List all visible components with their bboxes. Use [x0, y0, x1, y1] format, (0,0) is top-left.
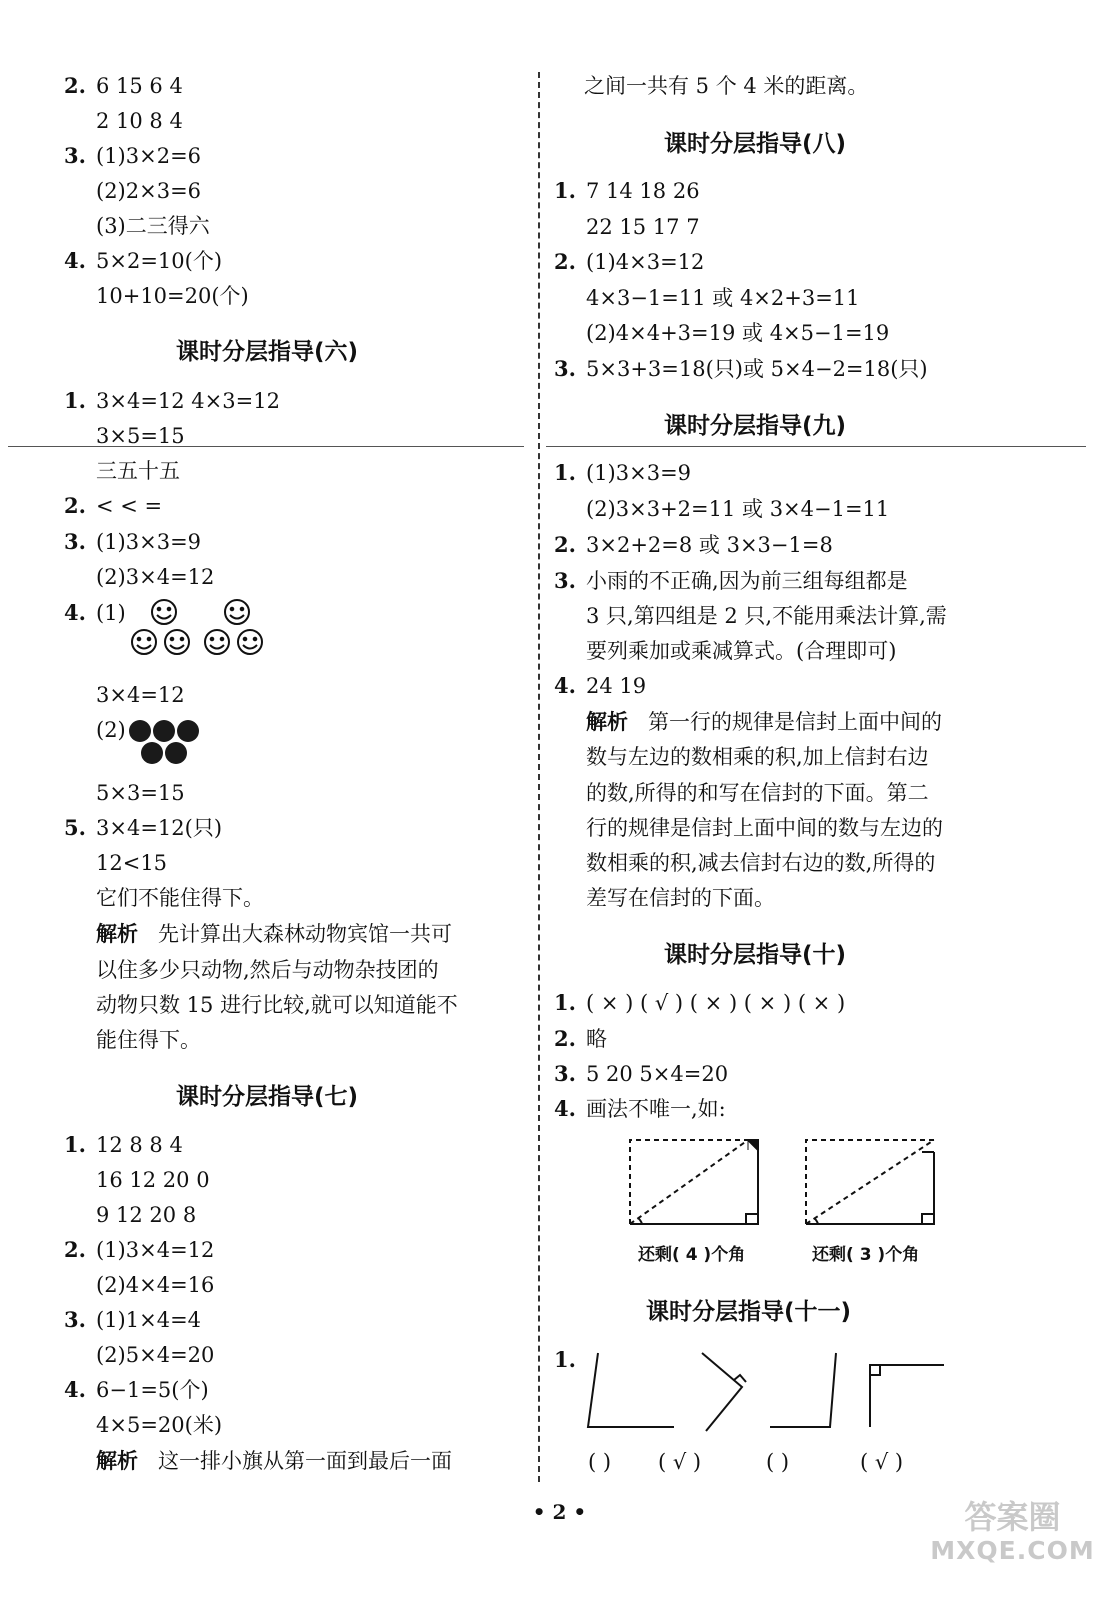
figure-caption: 还剩( 3 )个角	[812, 1245, 920, 1265]
cut-line-left	[8, 446, 524, 447]
answer-line: 3×4=12	[96, 683, 185, 707]
angle-shape-4	[870, 1365, 944, 1427]
black-dot-icon	[153, 720, 175, 742]
black-dot-icon	[141, 742, 163, 764]
angle-shape-1	[588, 1353, 674, 1427]
answer-line: 4×5=20(米)	[96, 1413, 223, 1437]
answer-line: 它们不能住得下。	[96, 886, 264, 910]
answer-line: 3. 小雨的不正确,因为前三组每组都是	[554, 568, 908, 593]
answer-line: (2)5×4=20	[96, 1343, 215, 1367]
answer-line: 4. (1)	[64, 600, 126, 625]
answer-line: 22 15 17 7	[586, 215, 700, 239]
answer-line: 3. 5×3+3=18(只)或 5×4−2=18(只)	[554, 356, 928, 381]
section-title: 课时分层指导(十)	[664, 942, 847, 968]
explanation-line: 差写在信封的下面。	[586, 886, 775, 910]
answer-line: (2)3×3+2=11 或 3×4−1=11	[586, 497, 890, 521]
explanation-line: 数与左边的数相乘的积,加上信封右边	[586, 745, 929, 769]
figure-caption: 还剩( 4 )个角	[638, 1245, 746, 1265]
answer-line: 4. 画法不唯一,如:	[554, 1096, 726, 1121]
black-dot-icon	[129, 720, 151, 742]
angles-figure	[574, 1345, 984, 1435]
answer-line: 要列乘加或乘减算式。(合理即可)	[586, 639, 897, 663]
judge-mark: ( )	[766, 1450, 790, 1474]
rectangle-cut-figure	[624, 1132, 764, 1232]
smiley-face-icon	[205, 630, 229, 654]
right-angle-mark-icon	[870, 1365, 880, 1375]
explanation-line: 行的规律是信封上面中间的数与左边的	[586, 816, 943, 840]
section-title: 课时分层指导(七)	[176, 1084, 359, 1110]
section-title: 课时分层指导(九)	[664, 413, 847, 439]
smiley-face-icon	[225, 600, 249, 624]
column-divider	[538, 72, 540, 1482]
black-dot-icon	[165, 742, 187, 764]
page-number: • 2 •	[532, 1500, 587, 1524]
judge-mark: ( )	[588, 1450, 612, 1474]
black-dots-figure	[128, 718, 204, 766]
explanation-line: 以住多少只动物,然后与动物杂技团的	[96, 958, 439, 982]
answer-line: 1. 3×4=12 4×3=12	[64, 388, 280, 413]
answer-line: 1. 12 8 8 4	[64, 1132, 183, 1157]
smiley-faces-figure	[128, 598, 268, 660]
answer-line: 3. (1)3×3=9	[64, 529, 202, 554]
answer-line: 2. < < =	[64, 493, 163, 518]
answer-line: 1. ( × ) ( √ ) ( × ) ( × ) ( × )	[554, 990, 846, 1015]
explanation-line: 能住得下。	[96, 1028, 201, 1052]
rectangle-cut-figure	[800, 1132, 940, 1232]
answer-line: (2)2×3=6	[96, 179, 202, 203]
answer-line: 3. (1)1×4=4	[64, 1307, 202, 1332]
section-title: 课时分层指导(十一)	[646, 1299, 852, 1325]
answer-line: 2. (1)4×3=12	[554, 249, 705, 274]
answer-line: (3)二三得六	[96, 214, 210, 238]
answer-line: 4. 6−1=5(个)	[64, 1377, 209, 1402]
explanation-line: 解析 这一排小旗从第一面到最后一面	[96, 1449, 452, 1473]
answer-line: (2)	[96, 718, 126, 742]
explanation-line: 的数,所得的和写在信封的下面。第二	[586, 781, 929, 805]
answer-line: 2. 略	[554, 1026, 607, 1051]
answer-line: 4×3−1=11 或 4×2+3=11	[586, 286, 860, 310]
answer-line: 2 10 8 4	[96, 109, 183, 133]
smiley-face-icon	[238, 630, 262, 654]
answer-line: 12<15	[96, 851, 168, 875]
section-title: 课时分层指导(八)	[664, 131, 847, 157]
answer-line: (2)4×4+3=19 或 4×5−1=19	[586, 321, 890, 345]
explanation-line: 解析 先计算出大森林动物宾馆一共可	[96, 922, 452, 946]
answer-line: 5. 3×4=12(只)	[64, 815, 223, 840]
answer-line: 1. (1)3×3=9	[554, 460, 692, 485]
section-title: 课时分层指导(六)	[176, 339, 359, 365]
answer-line: 2. 3×2+2=8 或 3×3−1=8	[554, 532, 833, 557]
smiley-face-icon	[132, 630, 156, 654]
explanation-line: 数相乘的积,减去信封右边的数,所得的	[586, 851, 936, 875]
explanation-line: 解析 第一行的规律是信封上面中间的	[586, 710, 942, 734]
answer-line: 5×3=15	[96, 781, 185, 805]
answer-line: (2)4×4=16	[96, 1273, 215, 1297]
answer-line: 4. 5×2=10(个)	[64, 248, 223, 273]
answer-line: 2. (1)3×4=12	[64, 1237, 215, 1262]
black-dot-icon	[177, 720, 199, 742]
answer-line: 1. 7 14 18 26	[554, 178, 700, 203]
watermark-logo: 答案圈 MXQE.COM	[930, 1498, 1095, 1565]
answer-line: 9 12 20 8	[96, 1203, 197, 1227]
answer-line: 2. 6 15 6 4	[64, 73, 183, 98]
judge-mark: ( √ )	[658, 1450, 702, 1474]
explanation-line: 之间一共有 5 个 4 米的距离。	[584, 74, 869, 98]
answer-line: 4. 24 19	[554, 673, 647, 698]
answer-line: 16 12 20 0	[96, 1168, 210, 1192]
answer-line: 3 只,第四组是 2 只,不能用乘法计算,需	[586, 604, 947, 628]
judge-mark: ( √ )	[860, 1450, 904, 1474]
answer-line: 三五十五	[96, 459, 180, 483]
answer-line: 3×5=15	[96, 424, 185, 448]
answer-line: 10+10=20(个)	[96, 284, 249, 308]
angle-shape-3	[770, 1353, 836, 1427]
angle-shape-2	[702, 1353, 742, 1431]
smiley-face-icon	[152, 600, 176, 624]
explanation-line: 动物只数 15 进行比较,就可以知道能不	[96, 993, 458, 1017]
answer-line: 1.	[554, 1347, 576, 1372]
cut-line-right	[546, 446, 1086, 447]
answer-line: (2)3×4=12	[96, 565, 215, 589]
answer-line: 3. (1)3×2=6	[64, 143, 202, 168]
smiley-face-icon	[165, 630, 189, 654]
answer-line: 3. 5 20 5×4=20	[554, 1061, 729, 1086]
